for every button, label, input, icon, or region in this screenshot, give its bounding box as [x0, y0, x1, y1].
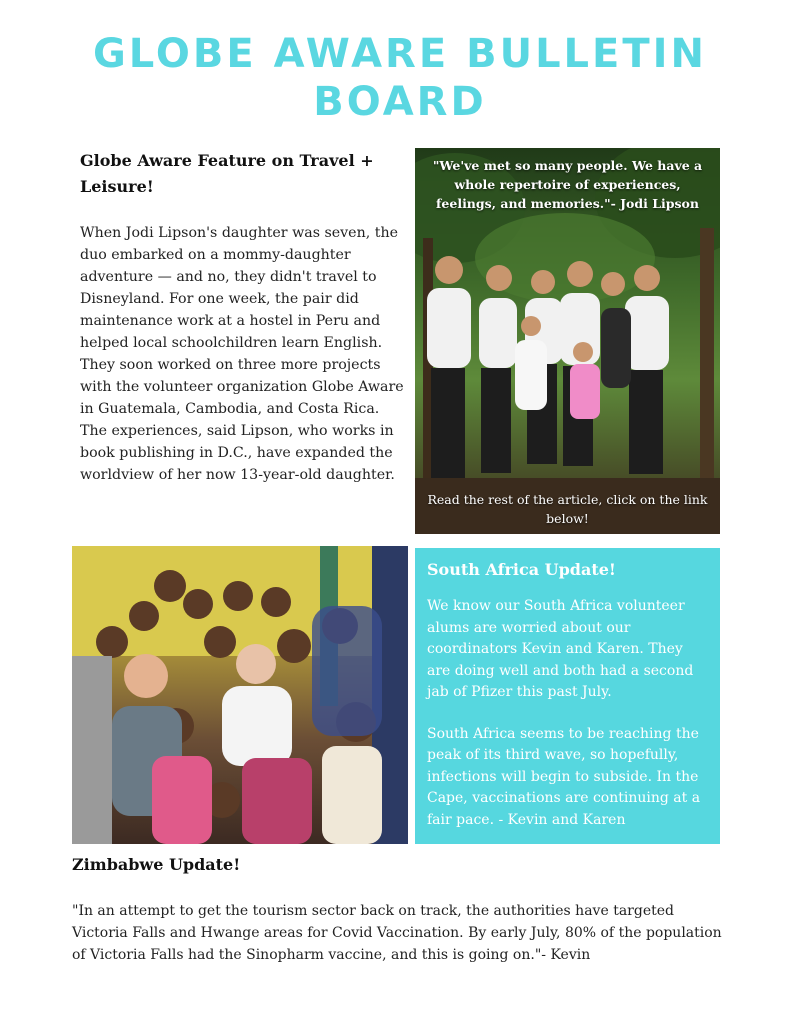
zimbabwe-heading: Zimbabwe Update!: [72, 855, 241, 874]
south-africa-heading: South Africa Update!: [427, 560, 616, 579]
south-africa-update-box: [415, 548, 720, 844]
children-group-photo: [72, 546, 408, 844]
feature-heading: Globe Aware Feature on Travel + Leisure!: [80, 151, 374, 196]
jungle-volunteers-photo[interactable]: [415, 148, 720, 534]
page-title: GLOBE AWARE BULLETIN BOARD: [92, 31, 708, 125]
photo-footer-link[interactable]: Read the rest of the article, click on the link below!: [427, 492, 708, 526]
south-africa-paragraph-1: We know our South Africa volunteer alums are worried about our coordinators Kevin and Karen. They are doing well and both had a second jab of Pfizer this past July.: [427, 598, 694, 700]
zimbabwe-body: "In an attempt to get the tourism sector back on track, the authorities have targeted Victoria Falls and Hwange areas for Covid Vaccination. By early July, 80% of the population of Victoria Falls had the Sinopharm vaccine, and this is going on."- Kevin: [72, 903, 722, 963]
south-africa-paragraph-2: South Africa seems to be reaching the peak of its third wave, so hopefully, infections will begin to subside. In the Cape, vaccinations are continuing at a fair pace. - Kevin and Karen: [427, 725, 701, 828]
children-illustration: [72, 546, 408, 844]
photo-quote: "We've met so many people. We have a whole repertoire of experiences, feelings, and memories."- Jodi Lipson: [432, 158, 703, 211]
feature-body: When Jodi Lipson's daughter was seven, the duo embarked on a mommy-daughter adventure — and no, they didn't travel to Disneyland. For one week, the pair did maintenance work at a hostel in Peru and helped local schoolchildren learn English. They soon worked on three more projects with the volunteer organization Globe Aware in Guatemala, Cambodia, and Costa Rica. The experiences, said Lipson, who works in book publishing in D.C., have expanded the worldview of her now 13-year-old daughter.: [80, 225, 404, 483]
